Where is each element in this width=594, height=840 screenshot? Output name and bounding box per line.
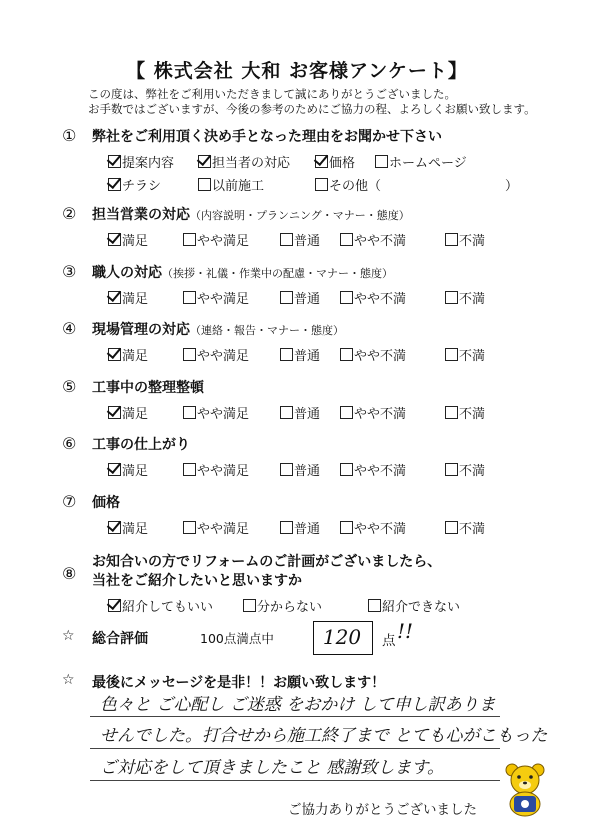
option-label: やや不満	[354, 406, 407, 422]
message-prompt: 最後にメッセージを是非！！お願い致します！	[92, 675, 386, 691]
checkbox-icon[interactable]	[280, 521, 293, 534]
option-label: やや不満	[354, 291, 407, 307]
checkbox-icon[interactable]	[108, 406, 121, 419]
bear-mascot-icon	[500, 760, 550, 818]
q1-option-homepage[interactable]: ホームページ	[375, 152, 467, 171]
option-label: やや満足	[197, 406, 250, 422]
option-label: 普通	[294, 234, 321, 249]
checkbox-icon[interactable]	[375, 155, 388, 168]
checkbox-icon[interactable]	[340, 406, 353, 419]
checkbox-icon[interactable]	[445, 406, 458, 419]
option-label: やや満足	[197, 234, 250, 249]
option-label: 普通	[294, 349, 321, 364]
q2-option-dissatisfied[interactable]	[445, 230, 485, 249]
q6-title	[92, 434, 190, 454]
checkbox-icon[interactable]	[445, 233, 458, 246]
checkbox-icon[interactable]	[108, 291, 121, 304]
q8-option-would-recommend[interactable]: 紹介してもいい	[108, 596, 213, 615]
q4-option-somewhat-satisfied[interactable]	[183, 345, 249, 364]
checkbox-icon[interactable]	[280, 406, 293, 419]
checkbox-icon[interactable]	[108, 521, 121, 534]
message-star-icon: ☆	[62, 672, 75, 688]
checkbox-icon[interactable]	[183, 348, 196, 361]
option-label: やや満足	[197, 349, 250, 364]
q6-number: ⑥	[62, 434, 77, 453]
q7-option-somewhat-dissatisfied[interactable]	[340, 518, 406, 537]
q4-option-neutral[interactable]	[280, 345, 320, 364]
option-label: 満足	[122, 406, 149, 422]
evaluation-scale: 100点満点中	[200, 631, 274, 646]
q3-title-note: （挨拶・礼儀・作業中の配慮・マナー・態度）	[162, 266, 393, 280]
q5-option-satisfied[interactable]	[108, 403, 148, 422]
message-rule-3	[90, 780, 500, 781]
option-label: 普通	[294, 406, 321, 422]
q1-option-other[interactable]: その他（	[315, 175, 381, 194]
option-label: 満足	[122, 521, 149, 537]
checkbox-icon[interactable]	[183, 233, 196, 246]
option-label: 不満	[459, 464, 486, 479]
checkbox-icon[interactable]	[340, 348, 353, 361]
checkbox-icon[interactable]	[340, 521, 353, 534]
q3-option-somewhat-satisfied[interactable]	[183, 288, 249, 307]
checkbox-icon[interactable]	[108, 233, 121, 246]
checkbox-icon[interactable]	[108, 463, 121, 476]
message-rule-2	[90, 748, 500, 749]
q1-option-staff[interactable]: 担当者の対応	[198, 152, 290, 171]
checkbox-icon[interactable]	[315, 155, 328, 168]
checkbox-icon[interactable]	[280, 348, 293, 361]
q5-option-dissatisfied[interactable]	[445, 403, 485, 422]
option-label: やや満足	[197, 521, 250, 537]
q4-title	[92, 319, 344, 339]
q7-number: ⑦	[62, 491, 77, 511]
option-label: やや不満	[354, 521, 407, 537]
q3-title-text: 職人の対応	[92, 264, 162, 281]
checkbox-icon[interactable]	[108, 599, 121, 612]
checkbox-icon[interactable]	[340, 463, 353, 476]
q2-title-text: 担当営業の対応	[92, 207, 190, 223]
q1-option-flyer[interactable]: チラシ	[108, 175, 161, 194]
q3-option-satisfied[interactable]	[108, 288, 148, 307]
checkbox-icon[interactable]	[445, 521, 458, 534]
q8-option-cannot-recommend[interactable]: 紹介できない	[368, 596, 460, 615]
q2-number: ②	[62, 204, 77, 223]
q7-option-dissatisfied[interactable]	[445, 518, 485, 537]
option-label: 満足	[122, 464, 149, 479]
option-label: 不満	[459, 291, 486, 307]
q1-option-previous-work[interactable]: 以前施工	[198, 175, 264, 194]
q5-title-text: 工事中の整理整頓	[92, 379, 204, 396]
q5-title	[92, 377, 204, 397]
checkbox-icon[interactable]	[183, 406, 196, 419]
q1-option-proposal[interactable]: 提案内容	[108, 152, 174, 171]
checkbox-icon[interactable]	[340, 291, 353, 304]
q3-title	[92, 262, 393, 282]
option-label: 普通	[294, 291, 321, 307]
evaluation-star-icon: ☆	[62, 628, 75, 644]
q4-number: ④	[62, 319, 77, 338]
checkbox-icon[interactable]	[368, 599, 381, 612]
evaluation-label: 総合評価	[92, 631, 148, 647]
q7-option-somewhat-satisfied[interactable]	[183, 518, 249, 537]
q4-option-satisfied[interactable]	[108, 345, 148, 364]
checkbox-icon[interactable]	[445, 348, 458, 361]
survey-title: 【 株式会社 大和 お客様アンケート】	[126, 60, 468, 82]
footer-thanks: ご協力ありがとうございました	[288, 802, 477, 818]
score-value: 120	[322, 625, 362, 649]
option-label: 不満	[459, 406, 486, 422]
q6-option-dissatisfied[interactable]	[445, 460, 485, 479]
message-line-3: ご対応をして頂きましたこと 感謝致します。	[100, 758, 445, 778]
option-label: 普通	[294, 521, 321, 537]
checkbox-icon[interactable]	[183, 291, 196, 304]
q1-option-price[interactable]: 価格	[315, 152, 355, 171]
option-label: 不満	[459, 521, 486, 537]
q3-option-neutral[interactable]	[280, 288, 320, 307]
option-label: やや不満	[354, 349, 407, 364]
checkbox-icon[interactable]	[108, 348, 121, 361]
q3-option-somewhat-dissatisfied[interactable]	[340, 288, 406, 307]
message-line-1: 色々と ご心配し ご迷惑 をおかけ して申し訳ありま	[100, 695, 496, 715]
q1-other-close: ）	[505, 179, 519, 194]
message-line-2: せんでした。打合せから施工終了まで とても心がこもった	[100, 726, 548, 746]
checkbox-icon[interactable]	[183, 463, 196, 476]
checkbox-icon[interactable]	[445, 291, 458, 304]
q5-option-somewhat-satisfied[interactable]	[183, 403, 249, 422]
option-label: 普通	[294, 464, 321, 479]
checkbox-icon[interactable]	[280, 291, 293, 304]
q7-title	[92, 492, 120, 512]
q4-title-text: 現場管理の対応	[92, 322, 190, 338]
option-label: 不満	[459, 349, 486, 364]
option-label: やや満足	[197, 464, 250, 479]
q2-title-note: （内容説明・プランニング・マナー・態度）	[190, 209, 410, 222]
checkbox-icon[interactable]	[198, 155, 211, 168]
q2-option-neutral[interactable]	[280, 230, 320, 249]
option-label: 満足	[122, 349, 149, 364]
checkbox-icon[interactable]	[108, 155, 121, 168]
q1-number: ①	[62, 126, 77, 145]
q3-number: ③	[62, 261, 77, 281]
checkbox-icon[interactable]	[315, 178, 328, 191]
q7-option-satisfied[interactable]	[108, 518, 148, 537]
q6-option-satisfied[interactable]	[108, 460, 148, 479]
score-unit: 点	[382, 633, 396, 649]
q4-option-dissatisfied[interactable]	[445, 345, 485, 364]
option-label: やや満足	[197, 291, 250, 307]
q8-option-not-sure[interactable]: 分からない	[243, 596, 322, 615]
checkbox-icon[interactable]	[108, 178, 121, 191]
checkbox-icon[interactable]	[243, 599, 256, 612]
q7-title-text: 価格	[92, 494, 120, 511]
checkbox-icon[interactable]	[183, 521, 196, 534]
q6-option-somewhat-dissatisfied[interactable]	[340, 460, 406, 479]
message-rule-1	[90, 716, 500, 717]
q8-title-line-1: お知合いの方でリフォームのご計画がございましたら、	[92, 554, 442, 570]
checkbox-icon[interactable]	[280, 233, 293, 246]
intro-line-2: お手数ではございますが、今後の参考のためにご協力の程、よろしくお願い致します。	[88, 102, 536, 116]
q2-title	[92, 204, 410, 224]
checkbox-icon[interactable]	[445, 463, 458, 476]
score-exclaim: !!	[397, 619, 414, 643]
q6-option-neutral[interactable]	[280, 460, 320, 479]
q5-option-somewhat-dissatisfied[interactable]	[340, 403, 406, 422]
q8-number: ⑧	[62, 564, 77, 583]
q3-option-dissatisfied[interactable]	[445, 288, 485, 307]
option-label: 満足	[122, 234, 149, 249]
q5-number: ⑤	[62, 376, 77, 396]
q2-option-somewhat-satisfied[interactable]	[183, 230, 249, 249]
q2-option-somewhat-dissatisfied[interactable]	[340, 230, 406, 249]
q6-title-text: 工事の仕上がり	[92, 437, 190, 453]
q8-title-line-2: 当社をご紹介したいと思いますか	[92, 573, 302, 589]
q4-option-somewhat-dissatisfied[interactable]	[340, 345, 406, 364]
q1-title: 弊社をご利用頂く決め手となった理由をお聞かせ下さい	[92, 129, 442, 145]
option-label: 満足	[122, 291, 149, 307]
checkbox-icon[interactable]	[340, 233, 353, 246]
q2-option-satisfied[interactable]	[108, 230, 148, 249]
option-label: 不満	[459, 234, 486, 249]
q5-option-neutral[interactable]	[280, 403, 320, 422]
checkbox-icon[interactable]	[198, 178, 211, 191]
intro-line-1: この度は、弊社をご利用いただきまして誠にありがとうございました。	[88, 87, 456, 101]
q6-option-somewhat-satisfied[interactable]	[183, 460, 249, 479]
q4-title-note: （連絡・報告・マナー・態度）	[190, 324, 344, 337]
checkbox-icon[interactable]	[280, 463, 293, 476]
option-label: やや不満	[354, 234, 407, 249]
option-label: やや不満	[354, 464, 407, 479]
q7-option-neutral[interactable]	[280, 518, 320, 537]
